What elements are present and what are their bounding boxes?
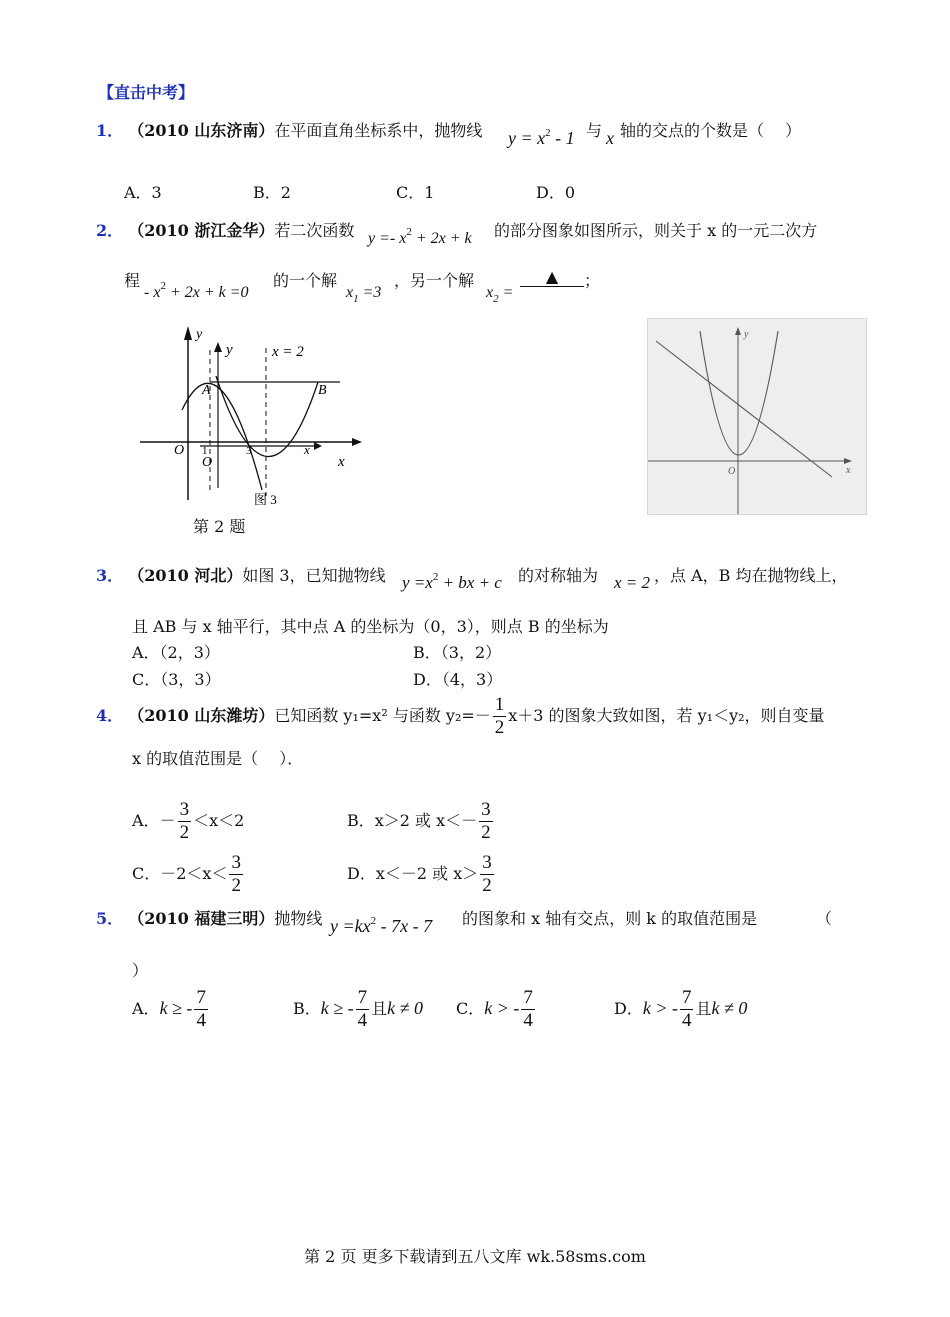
q2-x2: $x_2$ = <box>486 284 514 305</box>
fig-label-y-outer: y <box>196 327 203 342</box>
q5-option-a: A．k ≥ - $\frac{7}{4}$ <box>132 987 206 1031</box>
q4-text-b: x＋3 的图象大致如图，若 y₁＜y₂，则自变量 <box>508 706 825 725</box>
q3-option-d: D．（4，3） <box>413 670 503 689</box>
q4-option-a: A．－ $\frac{3}{2}$ ＜x＜2 <box>132 799 245 843</box>
fig-label-x-eq-2: x = 2 <box>272 344 304 360</box>
q4-parabola <box>700 331 778 455</box>
q1-number: 1． <box>96 121 124 140</box>
q4-line <box>656 341 832 477</box>
q3-option-b: B．（3，2） <box>413 643 502 662</box>
q3-option-c: C．（3，3） <box>132 670 221 689</box>
fig-parabola-up <box>216 376 318 457</box>
q4-label-x: x <box>846 465 851 476</box>
q2-end: ； <box>584 271 601 290</box>
fig-label-x-inner: x <box>304 442 310 457</box>
q2-number: 2． <box>96 221 124 240</box>
question-5 <box>96 906 322 929</box>
parabola-figure <box>130 320 370 510</box>
q3-source: （2010 河北） <box>128 566 243 585</box>
q1-var-x: x <box>606 128 614 148</box>
q4-option-c: C．－2＜x＜ $\frac{3}{2}$ <box>132 852 241 896</box>
fig-caption-fig3: 图 3 <box>254 492 277 507</box>
page-footer: 第 2 页 更多下载请到五八文库 wk.58sms.com <box>304 1247 646 1266</box>
q5-option-c: C．k > - $\frac{7}{4}$ <box>456 987 533 1031</box>
fig-label-a: A <box>202 383 211 398</box>
q1-source: （2010 山东济南） <box>128 121 275 140</box>
q3-text-a: 如图 3，已知抛物线 <box>242 566 386 585</box>
q2-line2-a: 程 <box>124 271 141 290</box>
q1-text-c: 轴的交点的个数是（ ） <box>620 121 802 140</box>
q2-line2-c: ，另一个解 <box>394 271 475 290</box>
q4-x-arrow <box>844 458 852 464</box>
q2-fig-caption: 第 2 题 <box>193 517 246 536</box>
q1-text-b: 与 <box>586 121 603 140</box>
question-1 <box>96 118 482 141</box>
q2-blank <box>520 268 600 291</box>
q4-graph-svg <box>648 319 866 514</box>
q3-text-b: 的对称轴为 <box>518 566 599 585</box>
q5-text-a: 抛物线 <box>274 909 323 928</box>
fig-x-arrow-inner <box>314 442 322 450</box>
fig-label-o-inner: O <box>202 455 213 470</box>
q2-text-b: 的部分图象如图所示，则关于 x 的一元二次方 <box>494 221 818 240</box>
fig-y-arrow-outer <box>184 326 192 340</box>
q1-text-a: 在平面直角坐标系中，抛物线 <box>274 121 483 140</box>
q2-equation-2: - $x^2 + 2x + k =0$ <box>144 280 249 301</box>
question-2 <box>96 218 354 241</box>
q4-y-arrow <box>735 327 741 335</box>
q3-number: 3． <box>96 566 124 585</box>
q5-equation: $y =kx^2 - 7x - 7$ <box>330 915 433 936</box>
q1-equation: $y = x^2 - 1$ <box>508 127 575 148</box>
q3-option-a: A．（2，3） <box>132 643 220 662</box>
q5-paren-right: ） <box>132 961 149 980</box>
q3-axis: x = 2 <box>614 573 651 592</box>
q4-text-a: 已知函数 y₁=x² 与函数 y₂=－ <box>274 706 491 725</box>
question-3 <box>96 563 386 586</box>
q4-label-o: O <box>728 466 736 477</box>
q4-line2: x 的取值范围是（ ）． <box>132 749 304 768</box>
q3-line2: 且 AB 与 x 轴平行，其中点 A 的坐标为（0，3），则点 B 的坐标为 <box>132 617 609 636</box>
q5-source: （2010 福建三明） <box>128 909 275 928</box>
q4-graph-image <box>647 318 867 515</box>
q1-option-d: D．0 <box>536 183 576 202</box>
q2-blank-mark: ▲ <box>545 267 559 286</box>
q5-number: 5． <box>96 909 124 928</box>
fig-y-arrow-inner <box>214 342 222 352</box>
fig-x-arrow-outer <box>352 438 362 446</box>
q4-label-y: y <box>744 329 749 340</box>
q2-text-a: 若二次函数 <box>274 221 355 240</box>
q2-equation: $y =- x^2 + 2x + k$ <box>368 226 472 247</box>
q4-fraction-half: $\frac{1}{2}$ <box>494 694 505 738</box>
q5-option-d: D．k > - $\frac{7}{4}$ 且k ≠ 0 <box>614 987 748 1031</box>
section-title: 【直击中考】 <box>98 83 195 102</box>
q5-paren-left: （ <box>816 909 833 928</box>
q2-line2-b: 的一个解 <box>273 271 338 290</box>
q4-option-b: B．x＞2 或 x＜－ $\frac{3}{2}$ <box>347 799 491 843</box>
q2-x1: $x_1 =3$ <box>346 284 382 305</box>
fig-label-x-outer: x <box>338 454 345 470</box>
q2-source: （2010 浙江金华） <box>128 221 275 240</box>
q1-option-c: C．1 <box>396 183 435 202</box>
q4-option-d: D．x＜－2 或 x＞ $\frac{3}{2}$ <box>347 852 492 896</box>
q3-text-c: ，点 A，B 均在抛物线上， <box>654 566 848 585</box>
q5-option-b: B．k ≥ - $\frac{7}{4}$ 且k ≠ 0 <box>293 987 424 1031</box>
fig-parabola-down <box>182 383 262 490</box>
q4-source: （2010 山东潍坊） <box>128 706 275 725</box>
fig-label-3: 3 <box>246 445 252 457</box>
q4-number: 4． <box>96 706 124 725</box>
question-4 <box>96 693 825 739</box>
q1-option-b: B．2 <box>253 183 291 202</box>
fig-label-b: B <box>318 383 327 398</box>
fig-label-o-outer: O <box>174 443 185 458</box>
fig-label-y-inner: y <box>226 342 233 358</box>
q5-text-b: 的图象和 x 轴有交点，则 k 的取值范围是 <box>462 909 758 928</box>
q1-option-a: A．3 <box>124 183 162 202</box>
q3-equation: $y =x^2$ + bx + c <box>402 571 502 592</box>
fig-label-1: 1 <box>202 445 208 457</box>
